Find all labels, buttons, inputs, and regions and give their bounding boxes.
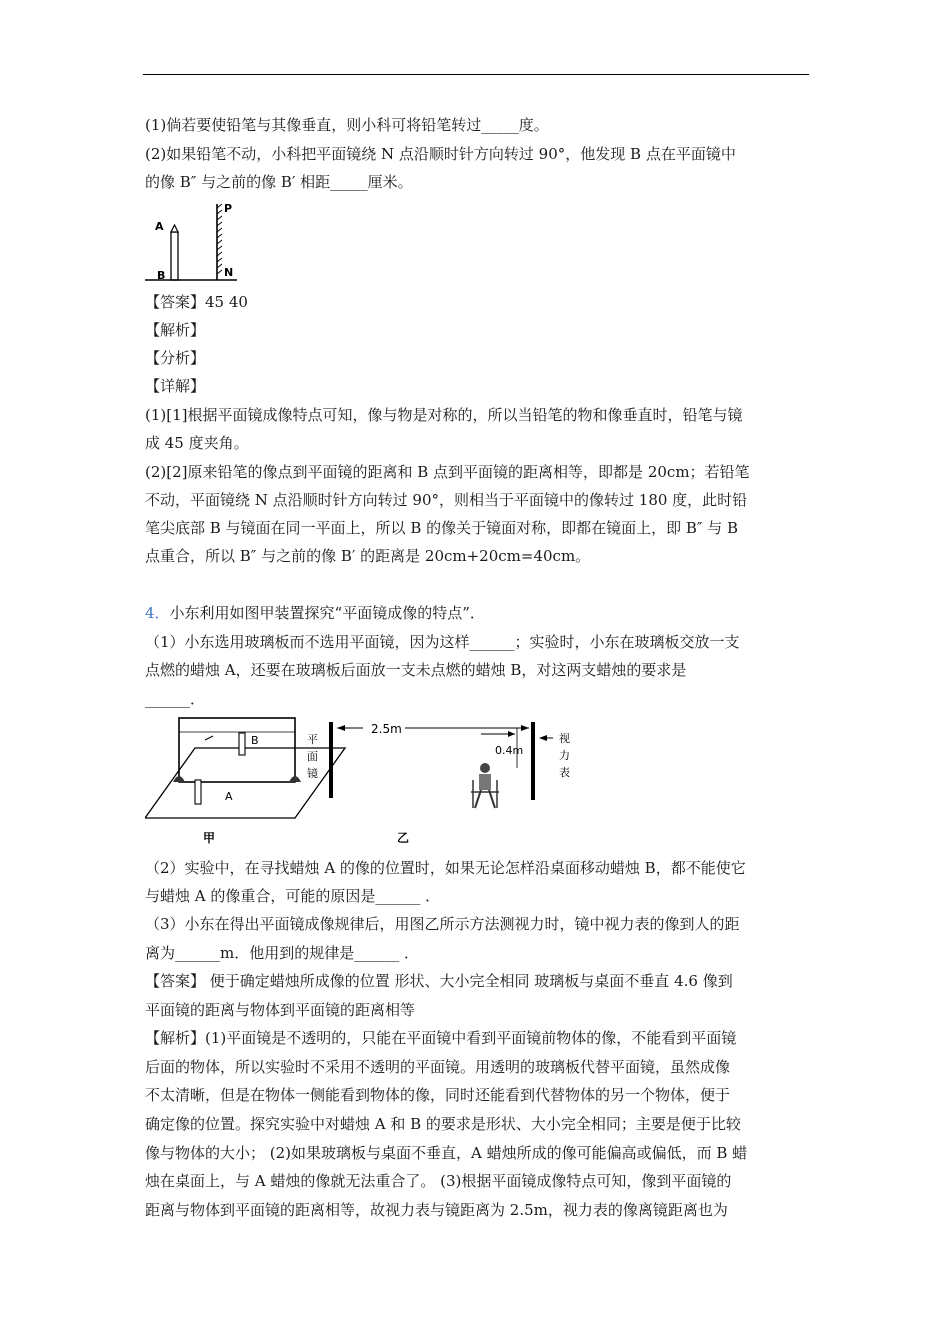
q4-stem-line [145, 603, 485, 623]
q3-answer: 【答案】45 40 [145, 293, 248, 311]
q4-part1-line: （1）小东选用玻璃板而不选用平面镜，因为这样______；实验时，小东在玻璃板交放一支 [145, 633, 740, 651]
label-jia: 甲 [203, 831, 216, 845]
chart-label-char: 力 [559, 749, 570, 762]
label-p: P [224, 202, 233, 215]
label-n: N [224, 266, 234, 279]
q3-detail-line: 成 45 度夹角。 [145, 434, 249, 452]
q4-part2-line: 与蜡烛 A 的像重合，可能的原因是______ ． [145, 887, 441, 905]
label-b: B [157, 269, 166, 282]
chart-label-char: 表 [559, 766, 570, 779]
q4-analysis-line: 后面的物体，所以实验时不采用不透明的平面镜。用透明的玻璃板代替平面镜，虽然成像 [145, 1058, 731, 1076]
q4-stem: 小东利用如图甲装置探究“平面镜成像的特点”． [169, 604, 485, 622]
q3-part2-line1: (2)如果铅笔不动，小科把平面镜绕 N 点沿顺时针方向转过 90°，他发现 B 点在平面镜中 [145, 145, 736, 163]
label-yi: 乙 [397, 831, 410, 845]
q4-analysis-line: 像与物体的大小； (2)如果玻璃板与桌面不垂直，A 蜡烛所成的像可能偏高或偏低，而 B 蜡 [145, 1144, 748, 1162]
q3-detail-line: 不动，平面镜绕 N 点沿顺时针方向转过 90°，则相当于平面镜中的像转过 180 度，此时铅 [145, 491, 748, 509]
q3-detail-heading: 【详解】 [145, 377, 206, 395]
q4-answer-line: 【答案】 便于确定蜡烛所成像的位置 形状、大小完全相同 玻璃板与桌面不垂直 4.6 像到 [145, 972, 733, 990]
q3-detail-line: (1)[1]根据平面镜成像特点可知，像与物是对称的，所以当铅笔的物和像垂直时，铅笔与镜 [145, 406, 743, 424]
mirror-label-char: 平 [307, 733, 318, 746]
q3-pencil-mirror-figure [145, 200, 245, 282]
q4-part2-line: （2）实验中，在寻找蜡烛 A 的像的位置时，如果无论怎样沿桌面移动蜡烛 B，都不能使它 [145, 859, 746, 877]
q4-part3-line: 离为______m．他用到的规律是______ ． [145, 944, 419, 962]
distance-25-label: 2.5m [371, 722, 402, 736]
q4-analysis-line: 距离与物体到平面镜的距离相等，故视力表与镜距离为 2.5m，视力表的像离镜距离也为 [145, 1201, 728, 1219]
q3-detail-line: 笔尖底部 B 与镜面在同一平面上，所以 B 的像关于镜面对称，即都在镜面上，即 B″ 与 B [145, 519, 739, 537]
label-a-candle: A [225, 790, 233, 803]
q4-analysis-line: 确定像的位置。探究实验中对蜡烛 A 和 B 的要求是形状、大小完全相同；主要是便于比较 [145, 1115, 741, 1133]
distance-04-label: 0.4m [495, 744, 524, 757]
q3-fenxi-heading: 【分析】 [145, 349, 206, 367]
q4-experiment-figure [145, 708, 585, 848]
q3-detail-line: (2)[2]原来铅笔的像点到平面镜的距离和 B 点到平面镜的距离相等，即都是 20cm；若铅笔 [145, 463, 750, 481]
q3-part1: (1)倘若要使铅笔与其像垂直，则小科可将铅笔转过_____度。 [145, 116, 549, 134]
q3-detail-line: 点重合，所以 B″ 与之前的像 B′ 的距离是 20cm+20cm=40cm。 [145, 547, 591, 565]
label-b-candle: B [251, 734, 259, 747]
q3-analysis-heading: 【解析】 [145, 321, 206, 339]
q3-part2-line2: 的像 B″ 与之前的像 B′ 相距_____厘米。 [145, 173, 413, 191]
mirror-label-char: 镜 [307, 767, 318, 780]
q4-analysis-line: 不太清晰，但是在物体一侧能看到物体的像，同时还能看到代替物体的另一个物体，便于 [145, 1086, 731, 1104]
q4-part1-line: 点燃的蜡烛 A，还要在玻璃板后面放一支未点燃的蜡烛 B，对这两支蜡烛的要求是 [145, 661, 687, 679]
label-a: A [155, 220, 164, 233]
q4-part3-line: （3）小东在得出平面镜成像规律后，用图乙所示方法测视力时，镜中视力表的像到人的距 [145, 915, 740, 933]
chart-label-char: 视 [559, 732, 570, 745]
mirror-label-char: 面 [307, 750, 318, 763]
q4-analysis-line: 【解析】(1)平面镜是不透明的，只能在平面镜中看到平面镜前物体的像，不能看到平面镜 [145, 1029, 737, 1047]
q4-answer-line: 平面镜的距离与物体到平面镜的距离相等 [145, 1001, 416, 1019]
header-rule [143, 74, 809, 75]
q4-analysis-line: 烛在桌面上，与 A 蜡烛的像就无法重合了。 (3)根据平面镜成像特点可知，像到平面镜的 [145, 1172, 732, 1190]
question-number: 4． [145, 604, 170, 622]
q4-part1-line: ______． [145, 690, 206, 708]
